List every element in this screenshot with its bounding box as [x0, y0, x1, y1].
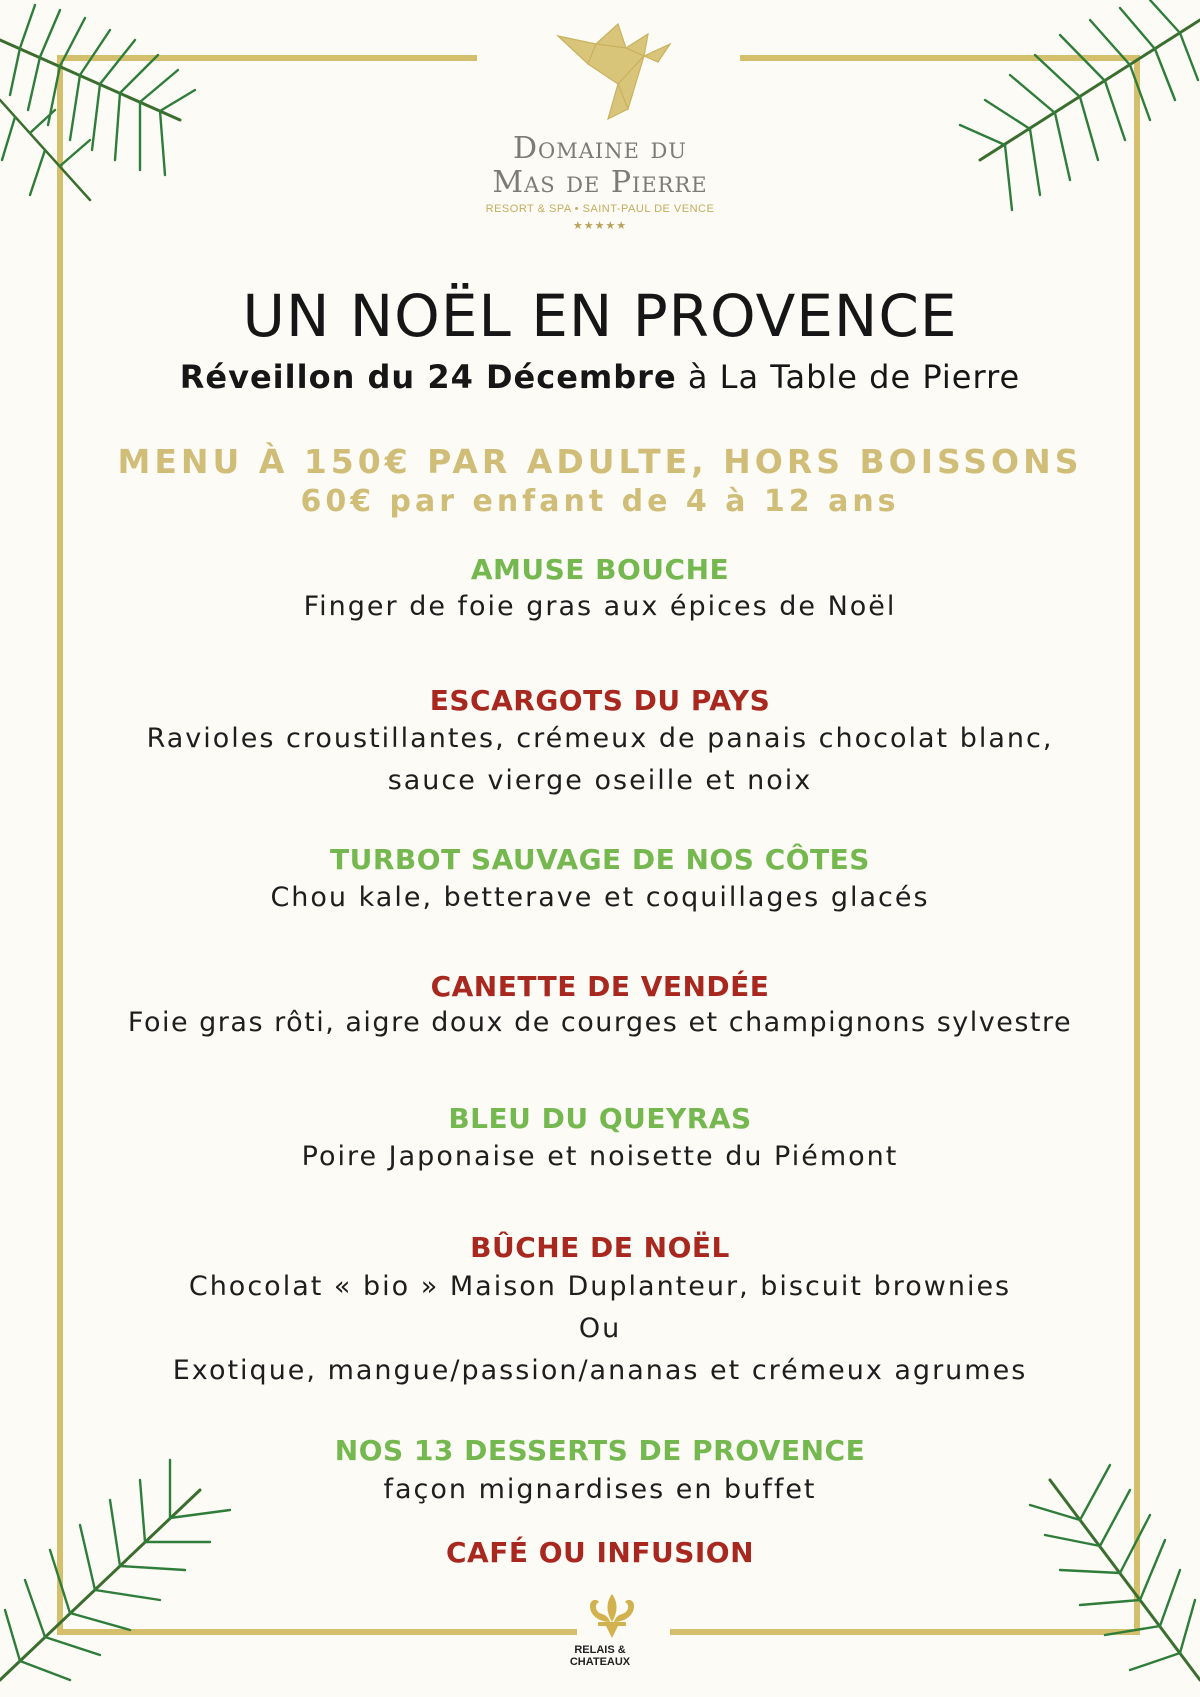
- course-desc: Foie gras rôti, aigre doux de courges et champignons sylvestre: [127, 1007, 1073, 1038]
- fleur-de-lis-icon: [584, 1592, 640, 1640]
- course-title: CAFÉ OU INFUSION: [445, 1536, 755, 1569]
- course-desc: Chou kale, betterave et coquillages glacés: [270, 882, 930, 913]
- course-title: CANETTE DE VENDÉE: [430, 970, 770, 1003]
- origami-dove-icon: [548, 14, 678, 124]
- course-desc: Ou: [578, 1313, 622, 1344]
- course-desc: Ravioles croustillantes, crémeux de panais chocolat blanc,: [146, 723, 1054, 754]
- course-title: NOS 13 DESSERTS DE PROVENCE: [334, 1434, 866, 1467]
- course-title: BÛCHE DE NOËL: [470, 1231, 730, 1264]
- course-desc: Exotique, mangue/passion/ananas et crémeux agrumes: [172, 1355, 1028, 1386]
- subtitle-rest: à La Table de Pierre: [687, 358, 1021, 396]
- course-title: BLEU DU QUEYRAS: [448, 1102, 752, 1135]
- course-desc: sauce vierge oseille et noix: [387, 765, 813, 796]
- subtitle-bold: Réveillon du 24 Décembre: [179, 358, 677, 396]
- course-desc: façon mignardises en buffet: [383, 1474, 817, 1505]
- logo-name: [0, 132, 1200, 200]
- course-title: AMUSE BOUCHE: [470, 553, 730, 586]
- footer-brand-line2: CHATEAUX: [569, 1656, 631, 1668]
- logo-name-line2: Mas de Pierre: [492, 165, 708, 200]
- price-adult: MENU À 150€ PAR ADULTE, HORS BOISSONS: [117, 442, 1083, 481]
- course-title: TURBOT SAUVAGE DE NOS CÔTES: [330, 843, 870, 876]
- logo-name-line1: Domaine du: [512, 131, 687, 166]
- page-title: UN NOËL EN PROVENCE: [242, 282, 958, 350]
- footer-brand-line1: RELAIS &: [574, 1644, 626, 1656]
- course-desc: Chocolat « bio » Maison Duplanteur, biscuit brownies: [188, 1271, 1012, 1302]
- course-desc: Poire Japonaise et noisette du Piémont: [301, 1141, 899, 1172]
- course-title: ESCARGOTS DU PAYS: [429, 684, 771, 717]
- logo-stars: ★★★★★: [572, 219, 628, 232]
- logo-subline: RESORT & SPA • SAINT-PAUL DE VENCE: [485, 203, 715, 215]
- course-desc: Finger de foie gras aux épices de Noël: [303, 591, 897, 622]
- page-subtitle: [0, 358, 1200, 396]
- footer-brand: [0, 1644, 1200, 1668]
- price-child: 60€ par enfant de 4 à 12 ans: [300, 484, 900, 519]
